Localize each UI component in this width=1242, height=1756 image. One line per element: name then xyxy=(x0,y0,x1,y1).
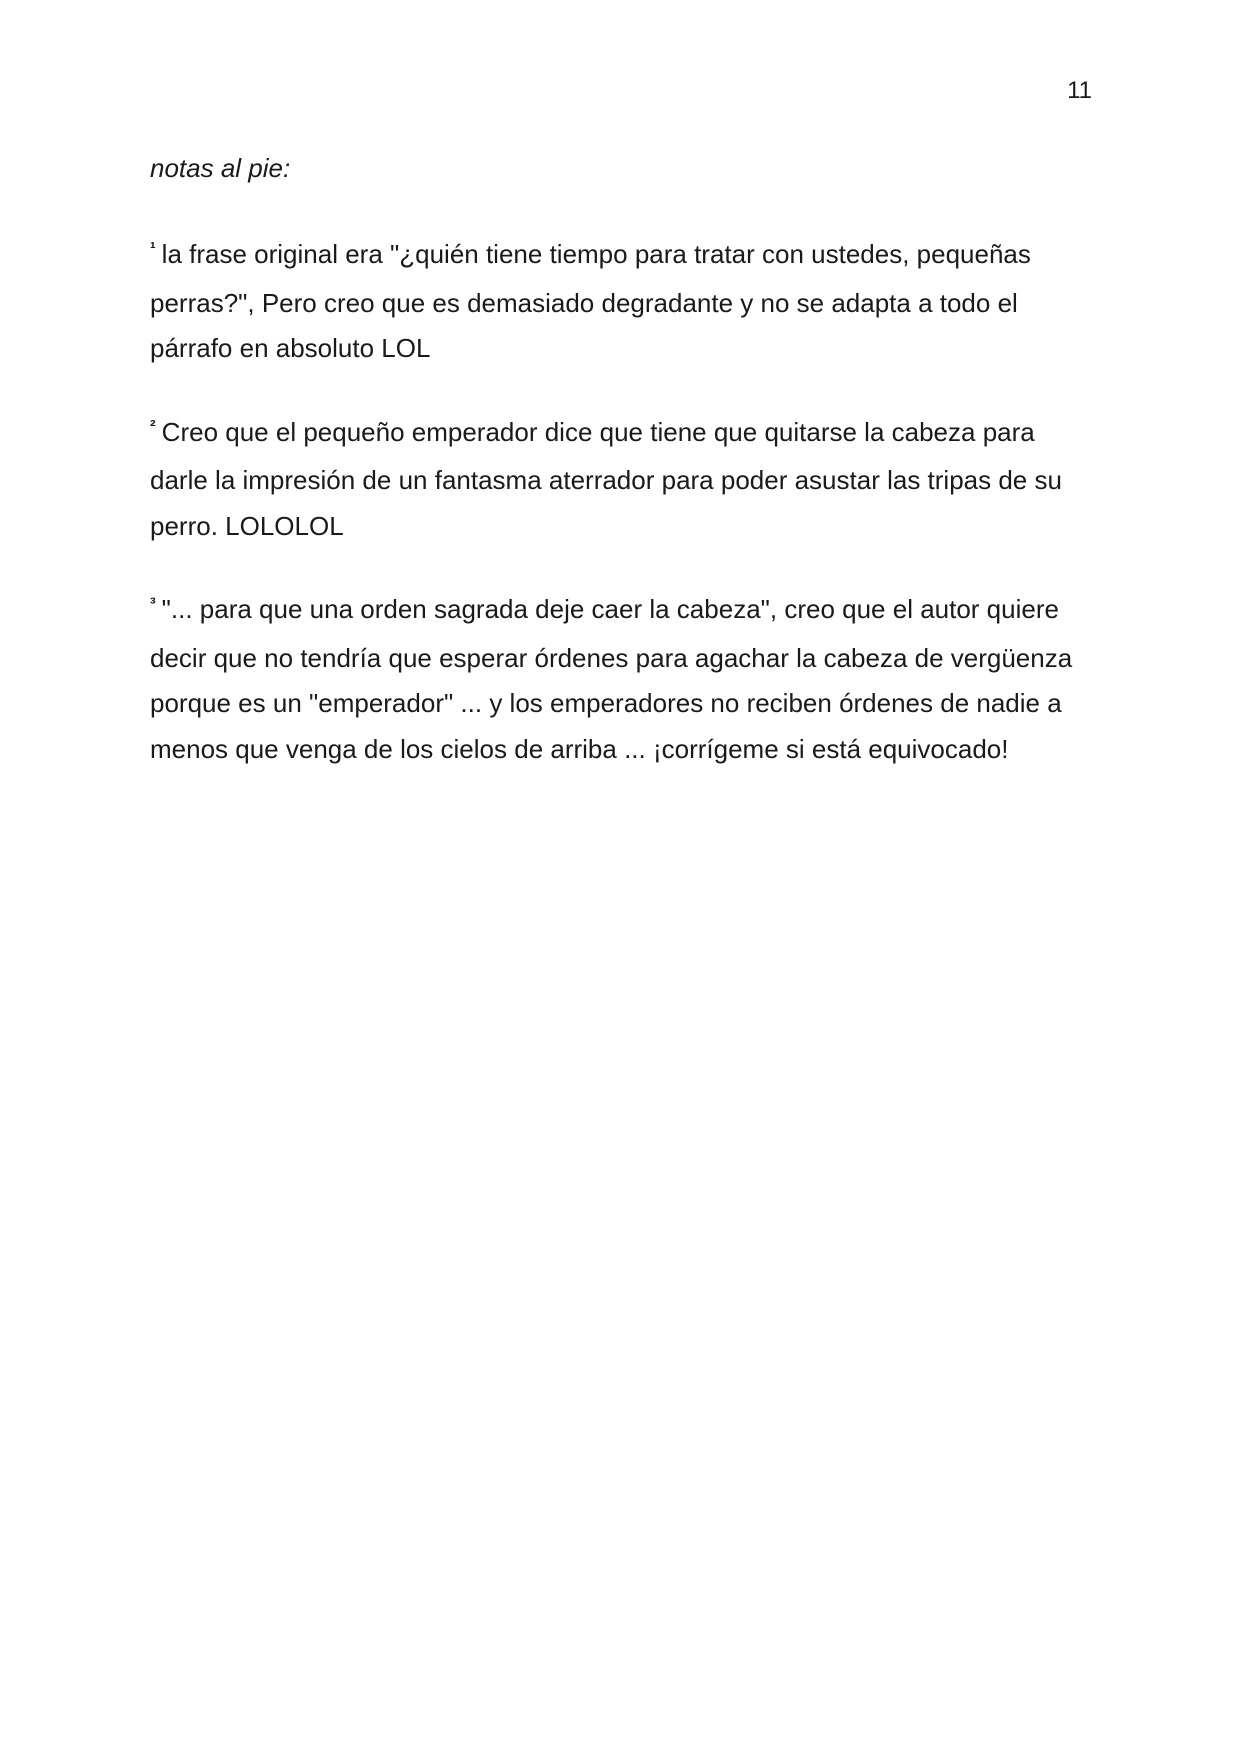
footnote-text-3: "... para que una orden sagrada deje caer la cabeza", creo que el autor quiere decir que no tendría que esperar órdenes para agachar la cabeza de vergüenza porque es un "emperador" ... y los emperadores no reciben órdenes de nadie a menos que venga de los cielos de arriba ... ¡corrígeme si está equivocado! xyxy=(150,594,1073,764)
footnote-3 xyxy=(150,587,1090,772)
footnote-2 xyxy=(150,410,1090,550)
footnote-1 xyxy=(150,232,1090,372)
footnote-text-1: la frase original era "¿quién tiene tiempo para tratar con ustedes, pequeñas perras?", Pero creo que es demasiado degradante y no se adapta a todo el párrafo en absoluto LOL xyxy=(150,239,1031,363)
footnote-marker-3: ³ xyxy=(150,594,156,613)
footnote-marker-1: ¹ xyxy=(150,239,156,258)
footnote-text-2: Creo que el pequeño emperador dice que tiene que quitarse la cabeza para darle la impresión de un fantasma aterrador para poder asustar las tripas de su perro. LOLOLOL xyxy=(150,416,1062,541)
footnote-marker-2: ² xyxy=(150,416,156,436)
page-number: 11 xyxy=(1067,77,1092,104)
footnotes-section xyxy=(150,150,1090,810)
footnotes-title: notas al pie: xyxy=(150,153,291,183)
